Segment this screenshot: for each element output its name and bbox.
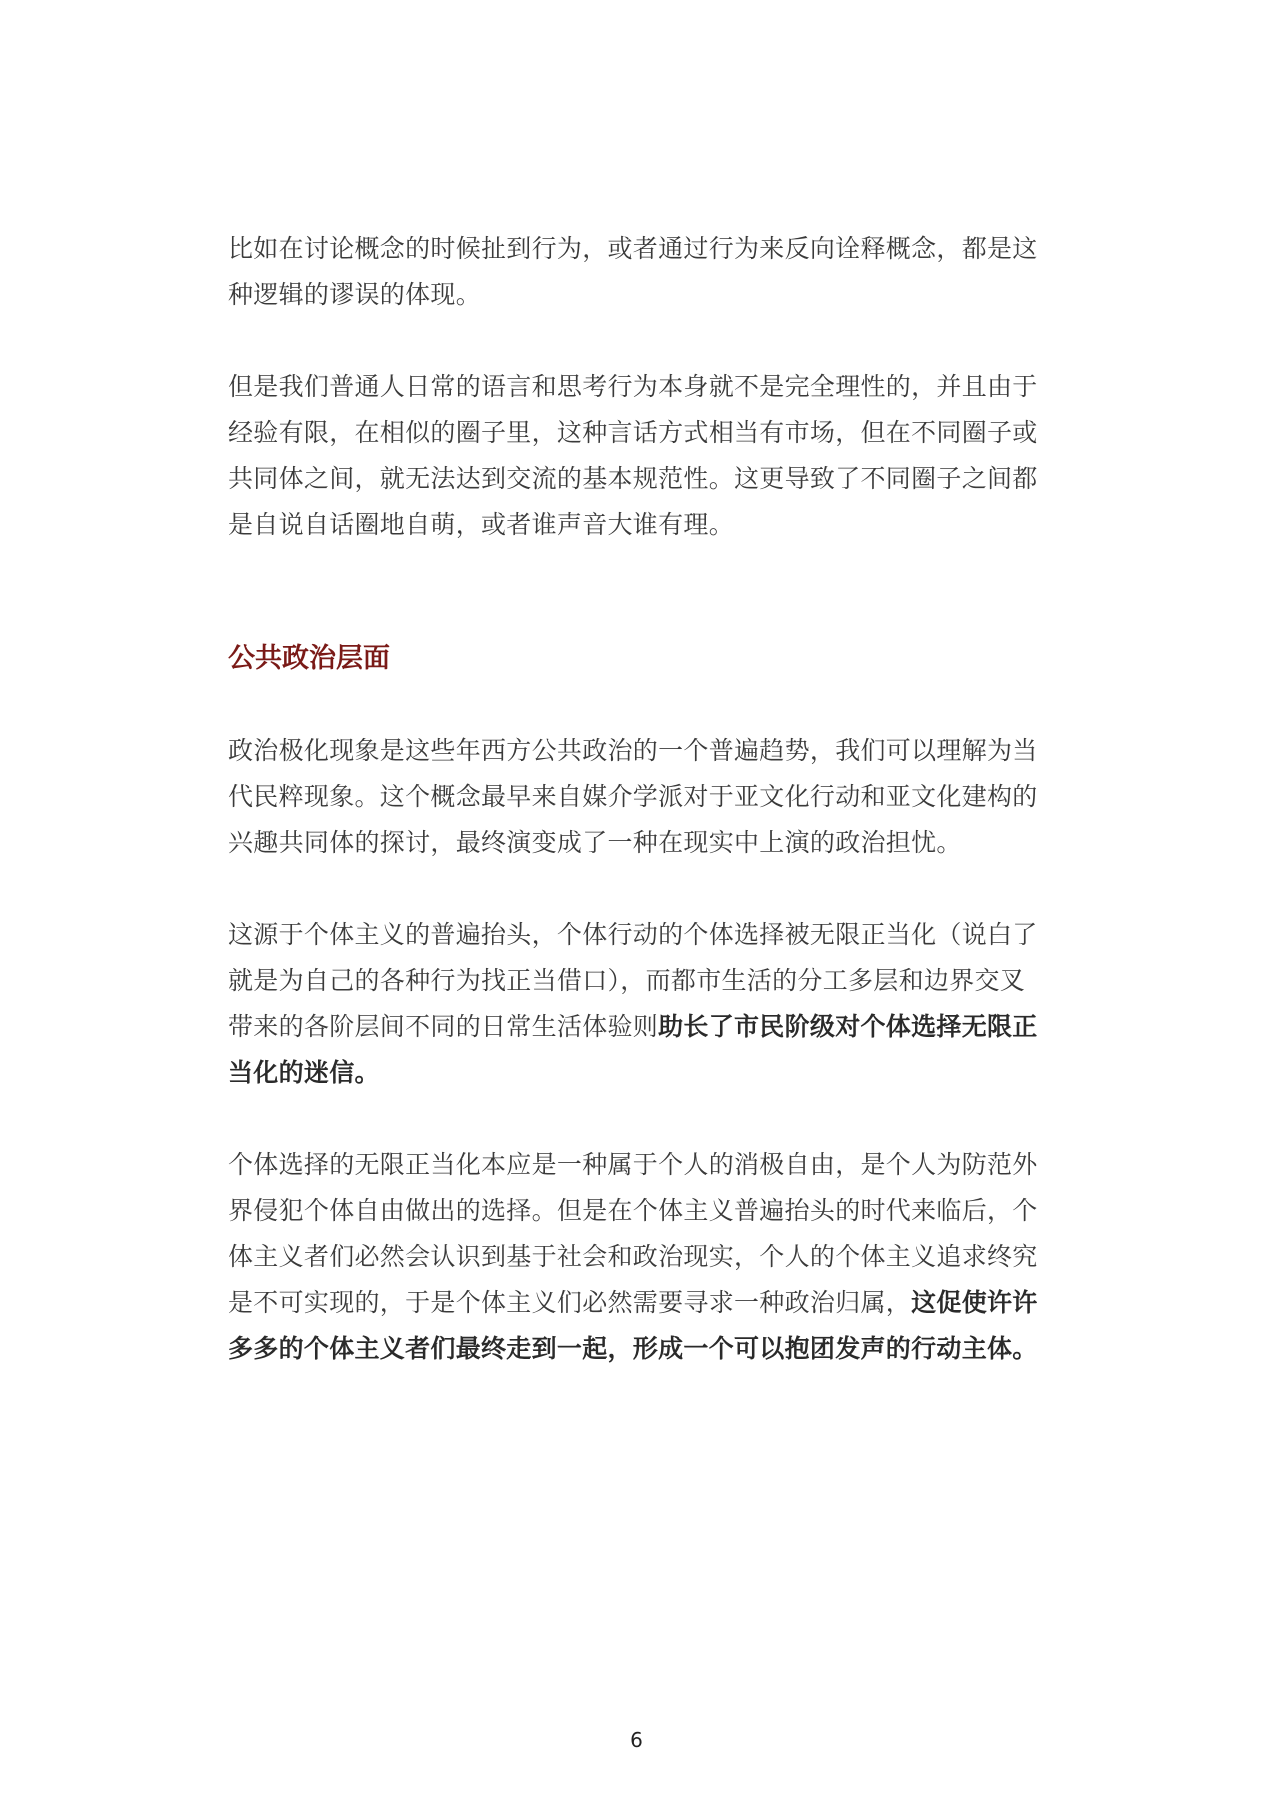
paragraph bbox=[228, 1142, 1048, 1372]
paragraph bbox=[228, 226, 1048, 318]
paragraph-text: 政治极化现象是这些年西方公共政治的一个普遍趋势，我们可以理解为当代民粹现象。这个概念最早来自媒介学派对于亚文化行动和亚文化建构的兴趣共同体的探讨，最终演变成了一种在现实中上演的政治担忧。 bbox=[228, 736, 1038, 857]
paragraph bbox=[228, 912, 1048, 1096]
section-heading: 公共政治层面 bbox=[228, 643, 390, 674]
paragraph bbox=[228, 364, 1048, 548]
page-number: 6 bbox=[630, 1728, 643, 1752]
page-content bbox=[228, 226, 1048, 1372]
paragraph-text: 这源于个体主义的普遍抬头，个体行动的个体选择被无限正当化（说白了就是为自己的各种行为找正当借口），而都市生活的分工多层和边界交叉带来的各阶层间不同的日常生活体验则 bbox=[228, 920, 1038, 1041]
emphasized-text: 助长了市民阶级对个体选择无限正当化的迷信。 bbox=[228, 1012, 1038, 1087]
emphasized-text: 这促使许许多多的个体主义者们最终走到一起，形成一个可以抱团发声的行动主体。 bbox=[228, 1288, 1038, 1363]
paragraph-text: 比如在讨论概念的时候扯到行为，或者通过行为来反向诠释概念，都是这种逻辑的谬误的体现。 bbox=[228, 234, 1038, 309]
paragraph bbox=[228, 728, 1048, 866]
paragraph-text: 个体选择的无限正当化本应是一种属于个人的消极自由，是个人为防范外界侵犯个体自由做出的选择。但是在个体主义普遍抬头的时代来临后，个体主义者们必然会认识到基于社会和政治现实，个人的个体主义追求终究是不可实现的，于是个体主义们必然需要寻求一种政治归属， bbox=[228, 1150, 1038, 1317]
paragraph-text: 但是我们普通人日常的语言和思考行为本身就不是完全理性的，并且由于经验有限，在相似的圈子里，这种言话方式相当有市场，但在不同圈子或共同体之间，就无法达到交流的基本规范性。这更导致了不同圈子之间都是自说自话圈地自萌，或者谁声音大谁有理。 bbox=[228, 372, 1038, 539]
